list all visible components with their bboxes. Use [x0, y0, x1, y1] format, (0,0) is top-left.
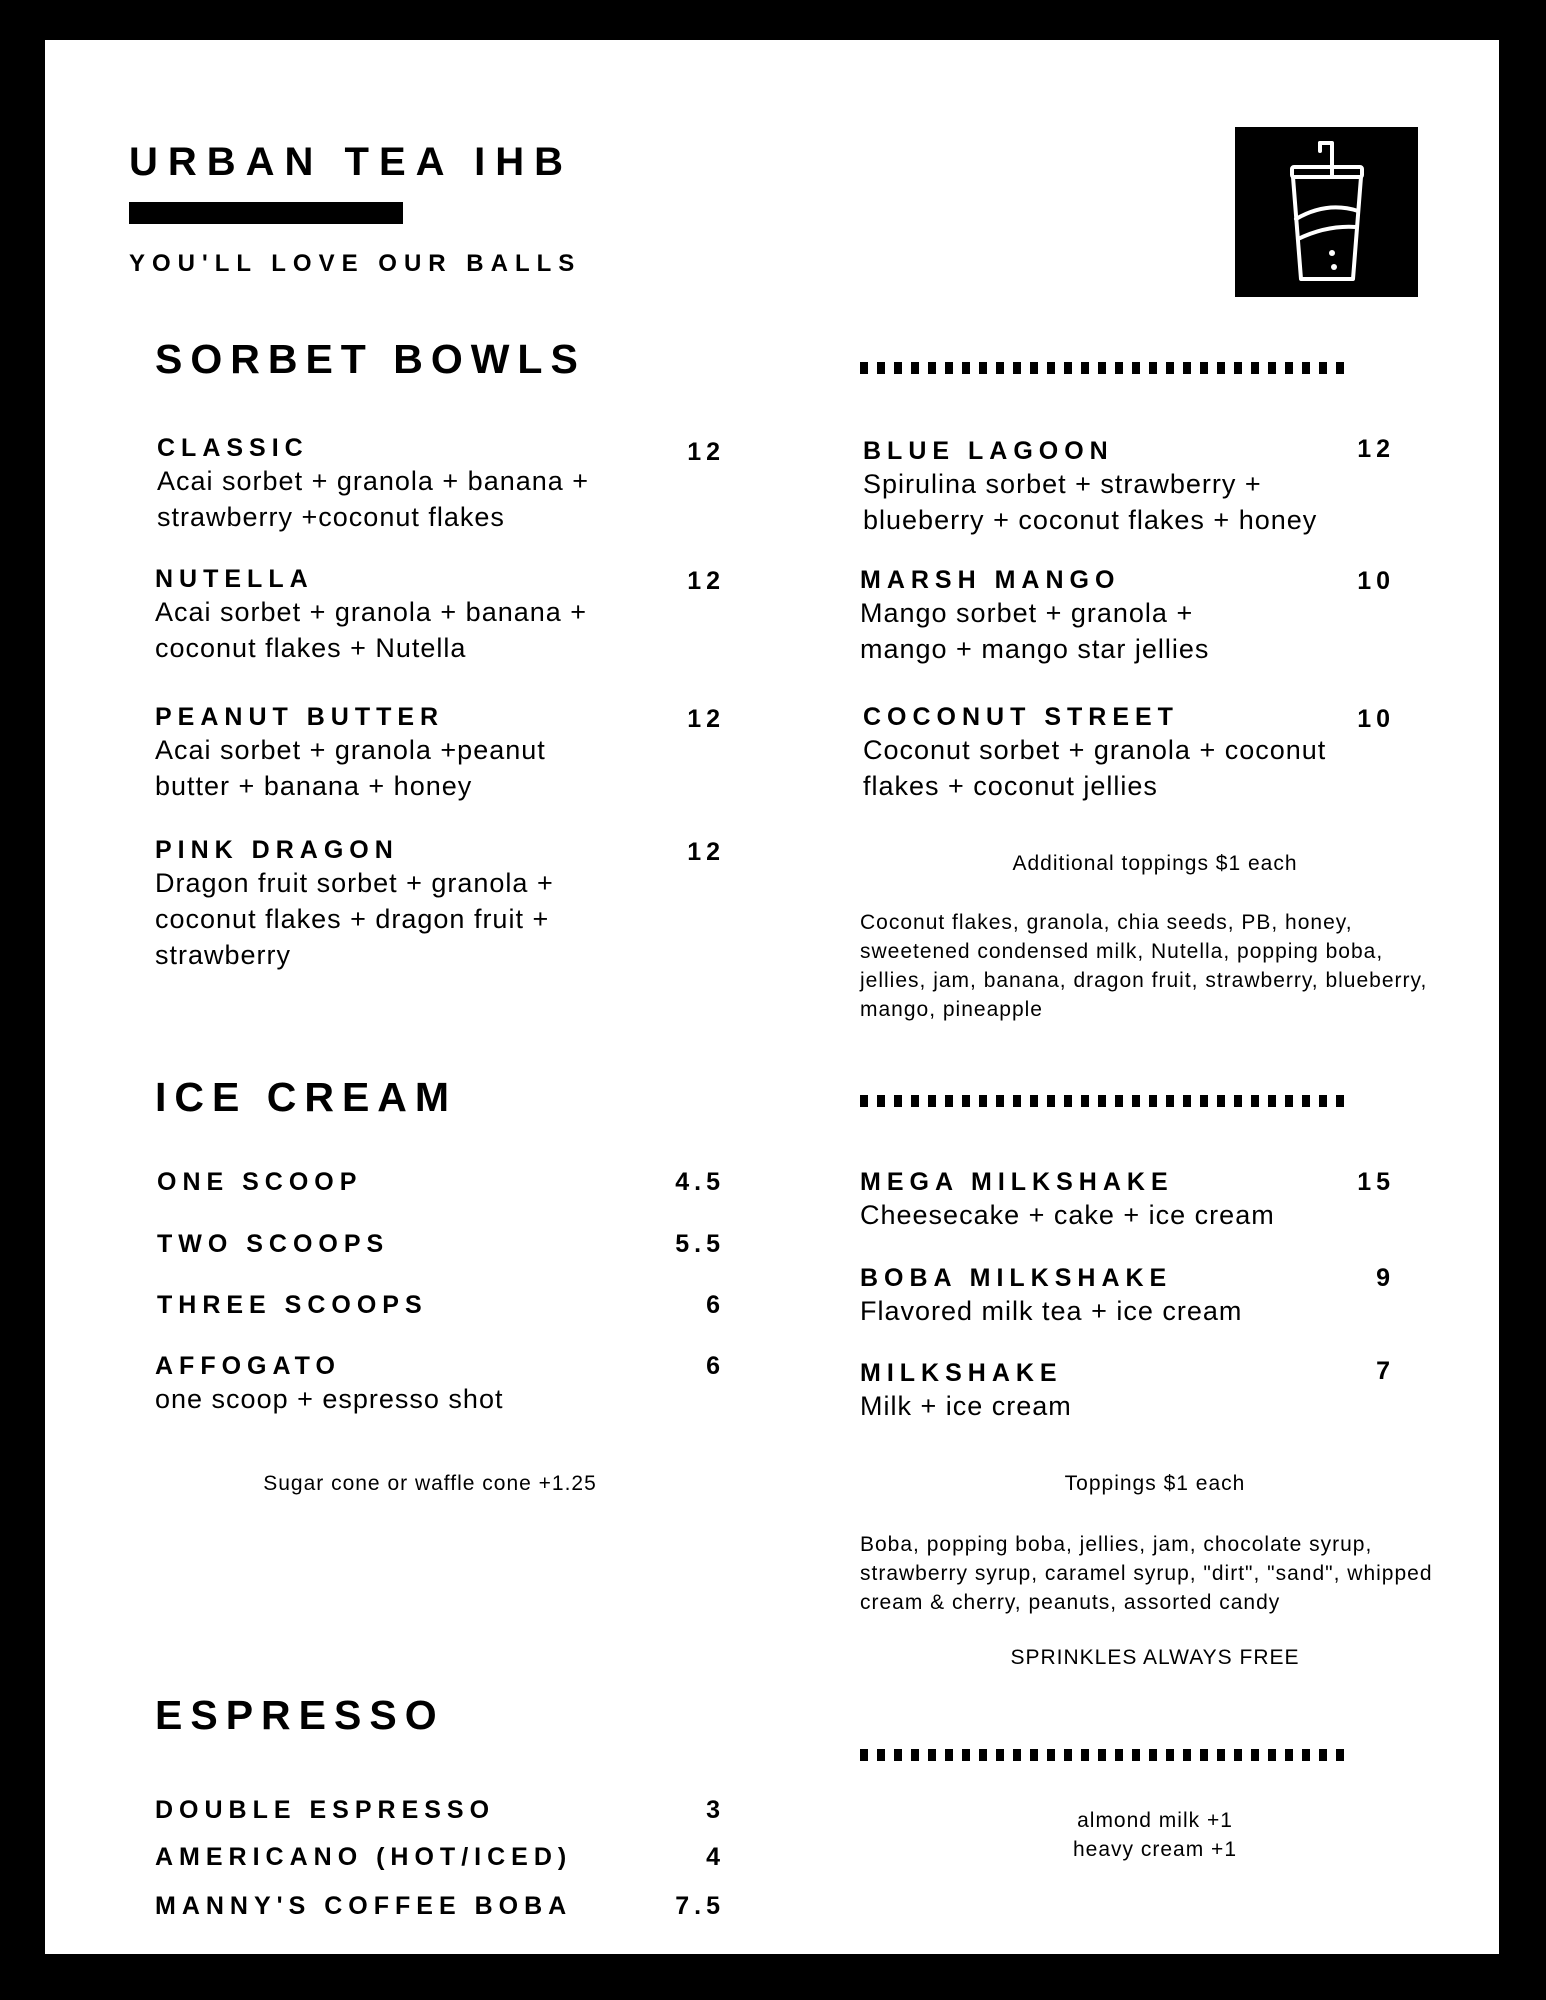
item-name: MARSH MANGO [860, 566, 1121, 594]
item-desc: one scoop + espresso shot [155, 1384, 504, 1414]
item-name: MILKSHAKE [860, 1359, 1063, 1387]
shake-toppings-list: Boba, popping boba, jellies, jam, chocolate syrup, strawberry syrup, caramel syrup, "dirt", "sand", whipped cream & cherry, peanuts, assorted candy [860, 1533, 1433, 1614]
item-name: NUTELLA [155, 565, 314, 593]
item-price: 12 [1357, 435, 1395, 463]
boba-cup-icon [1235, 127, 1418, 297]
item-price: 7.5 [675, 1892, 725, 1920]
menu-item-coconut-street [863, 703, 1333, 804]
item-price: 12 [687, 838, 725, 866]
item-name: THREE SCOOPS [157, 1291, 428, 1319]
espresso-extras [860, 1806, 1450, 1864]
sorbet-toppings-list: Coconut flakes, granola, chia seeds, PB, honey, sweetened condensed milk, Nutella, popping boba, jellies, jam, banana, dragon fruit, strawberry, blueberry, mango, pineapple [860, 911, 1428, 1021]
menu-item-milkshake [860, 1359, 1330, 1424]
item-desc: Acai sorbet + granola +peanut butter + banana + honey [155, 735, 546, 801]
section-title-sorbet: SORBET BOWLS [155, 336, 586, 382]
section-title-ice-cream: ICE CREAM [155, 1074, 458, 1120]
sprinkles-note: SPRINKLES ALWAYS FREE [1010, 1646, 1300, 1669]
menu-item-peanut-butter [155, 703, 625, 804]
item-name: PEANUT BUTTER [155, 703, 445, 731]
item-price: 10 [1357, 567, 1395, 595]
item-desc: Coconut sorbet + granola + coconut flakes + coconut jellies [863, 735, 1327, 801]
item-name: CLASSIC [157, 434, 309, 462]
dotted-divider [860, 1095, 1350, 1107]
item-name: AFFOGATO [155, 1352, 341, 1380]
item-price: 12 [687, 567, 725, 595]
item-name: PINK DRAGON [155, 836, 399, 864]
item-desc: Flavored milk tea + ice cream [860, 1296, 1243, 1326]
menu-item-boba-milkshake [860, 1264, 1330, 1329]
item-price: 4.5 [675, 1168, 725, 1196]
item-name: BOBA MILKSHAKE [860, 1264, 1173, 1292]
item-price: 15 [1357, 1168, 1395, 1196]
item-price: 6 [706, 1291, 725, 1319]
item-name: ONE SCOOP [157, 1168, 363, 1196]
menu-item-affogato [155, 1352, 625, 1417]
menu-item-classic [157, 434, 627, 535]
item-price: 6 [706, 1352, 725, 1380]
item-name: COCONUT STREET [863, 703, 1179, 731]
brand-tagline: YOU'LL LOVE OUR BALLS [129, 250, 582, 277]
extra-almond-milk: almond milk +1 [1077, 1809, 1233, 1832]
section-title-espresso: ESPRESSO [155, 1692, 445, 1738]
extra-heavy-cream: heavy cream +1 [1073, 1838, 1237, 1861]
item-price: 12 [687, 705, 725, 733]
item-desc: Mango sorbet + granola + mango + mango star jellies [860, 598, 1210, 664]
dotted-divider [860, 362, 1350, 374]
item-desc: Milk + ice cream [860, 1391, 1072, 1421]
dotted-divider [860, 1749, 1350, 1761]
item-desc: Cheesecake + cake + ice cream [860, 1200, 1275, 1230]
item-desc: Dragon fruit sorbet + granola + coconut flakes + dragon fruit + strawberry [155, 868, 554, 970]
menu-item-marsh-mango [860, 566, 1280, 667]
item-name: AMERICANO (HOT/ICED) [155, 1843, 573, 1871]
item-name: MANNY'S COFFEE BOBA [155, 1892, 573, 1920]
item-price: 7 [1376, 1357, 1395, 1385]
item-price: 5.5 [675, 1230, 725, 1258]
item-price: 3 [706, 1796, 725, 1824]
item-name: TWO SCOOPS [157, 1230, 390, 1258]
item-desc: Acai sorbet + granola + banana + strawberry +coconut flakes [157, 466, 590, 532]
brand-title: URBAN TEA IHB [129, 140, 574, 184]
item-price: 12 [687, 438, 725, 466]
cone-note: Sugar cone or waffle cone +1.25 [263, 1472, 597, 1495]
menu-item-pink-dragon [155, 836, 625, 973]
item-name: BLUE LAGOON [863, 437, 1114, 465]
item-price: 9 [1376, 1264, 1395, 1292]
item-desc: Acai sorbet + granola + banana + coconut flakes + Nutella [155, 597, 588, 663]
menu-item-nutella [155, 565, 625, 666]
shake-toppings-note: Toppings $1 each [1064, 1472, 1246, 1495]
brand-underline-bar [129, 202, 403, 224]
menu-item-mega-milkshake [860, 1168, 1330, 1233]
item-desc: Spirulina sorbet + strawberry + blueberry + coconut flakes + honey [863, 469, 1318, 535]
item-name: MEGA MILKSHAKE [860, 1168, 1174, 1196]
additional-toppings-note: Additional toppings $1 each [1012, 852, 1298, 875]
item-price: 4 [706, 1843, 725, 1871]
item-price: 10 [1357, 705, 1395, 733]
item-name: DOUBLE ESPRESSO [155, 1796, 496, 1824]
menu-sheet [45, 40, 1499, 1954]
